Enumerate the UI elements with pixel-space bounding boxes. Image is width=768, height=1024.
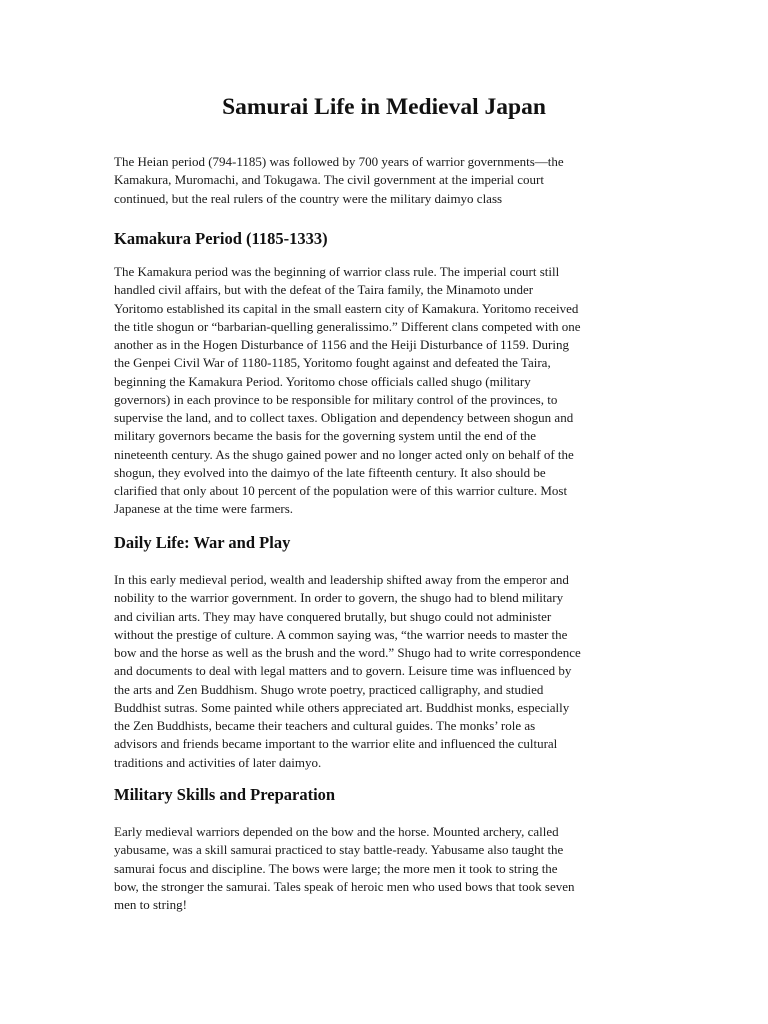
text-line: The Kamakura period was the beginning of warrior class rule. The imperial court still <box>114 264 560 279</box>
text-line: advisors and friends became important to the warrior elite and influenced the cultural <box>114 736 558 752</box>
text-line: In this early medieval period, wealth and leadership shifted away from the emperor and <box>114 572 569 587</box>
text-line: bow, the stronger the samurai. Tales speak of heroic men who used bows that took seven <box>114 878 575 894</box>
text-line: handled civil affairs, but with the defeat of the Taira family, the Minamoto under <box>114 282 534 298</box>
text-line: bow and the horse as well as the brush and the word.” Shugo had to write correspondence <box>114 645 581 660</box>
intro-paragraph <box>114 153 564 208</box>
text-line: the arts and Zen Buddhism. Shugo wrote poetry, practiced calligraphy, and studied <box>114 681 544 697</box>
text-line: samurai focus and discipline. The bows were large; the more men it took to string the <box>114 860 558 876</box>
text-line: beginning the Kamakura Period. Yoritomo chose officials called shugo (military <box>114 373 531 389</box>
text-line: The Heian period (794-1185) was followed by 700 years of warrior governments—the <box>114 154 564 169</box>
text-line: the title shogun or “barbarian-quelling generalissimo.” Different clans competed with one <box>114 318 581 334</box>
text-line: and documents to deal with legal matters and to govern. Leisure time was influenced by <box>114 663 572 679</box>
text-line: Yoritomo established its capital in the small eastern city of Kamakura. Yoritomo received <box>114 300 579 316</box>
kamakura-period-paragraph <box>114 263 581 519</box>
text-line: Kamakura, Muromachi, and Tokugawa. The civil government at the imperial court <box>114 172 545 188</box>
section-heading-kamakura-period: Kamakura Period (1185-1333) <box>114 229 328 248</box>
text-line: men to string! <box>114 897 187 912</box>
text-line: without the prestige of culture. A common saying was, “the warrior needs to master the <box>114 626 568 642</box>
text-line: shogun, they evolved into the daimyo of the late fifteenth century. It also should be <box>114 464 546 480</box>
text-line: clarified that only about 10 percent of the population were of this warrior culture. Most <box>114 483 568 498</box>
text-line: Japanese at the time were farmers. <box>114 501 294 517</box>
text-line: supervise the land, and to collect taxes. Obligation and dependency between shogun and <box>114 410 574 425</box>
text-line: nobility to the warrior government. In order to govern, the shugo had to blend military <box>114 590 564 606</box>
document-title: Samurai Life in Medieval Japan <box>222 94 546 120</box>
text-line: traditions and activities of later daimyo. <box>114 754 322 770</box>
text-line: the Genpei Civil War of 1180-1185, Yoritomo fought against and defeated the Taira, <box>114 355 551 371</box>
text-line: nineteenth century. As the shugo gained power and no longer acted only on behalf of the <box>114 446 574 462</box>
text-line: another as in the Hogen Disturbance of 1156 and the Heiji Disturbance of 1159. During <box>114 337 569 352</box>
daily-life-paragraph <box>114 571 581 772</box>
military-skills-paragraph <box>114 823 574 914</box>
text-line: yabusame, was a skill samurai practiced to stay battle-ready. Yabusame also taught the <box>114 842 564 858</box>
text-line: Buddhist sutras. Some painted while others appreciated art. Buddhist monks, especially <box>114 699 570 715</box>
text-line: governors) in each province to be responsible for military control of the provinces, to <box>114 391 558 407</box>
text-line: and civilian arts. They may have conquered brutally, but shugo could not administer <box>114 608 552 624</box>
text-line: military governors became the basis for the governing system until the end of the <box>114 428 537 444</box>
section-heading-military-skills: Military Skills and Preparation <box>114 785 336 804</box>
text-line: the Zen Buddhists, became their teachers and cultural guides. The monks’ role as <box>114 718 536 733</box>
text-line: continued, but the real rulers of the country were the military daimyo class <box>114 190 503 206</box>
section-heading-daily-life: Daily Life: War and Play <box>114 533 291 552</box>
text-line: Early medieval warriors depended on the bow and the horse. Mounted archery, called <box>114 824 559 839</box>
